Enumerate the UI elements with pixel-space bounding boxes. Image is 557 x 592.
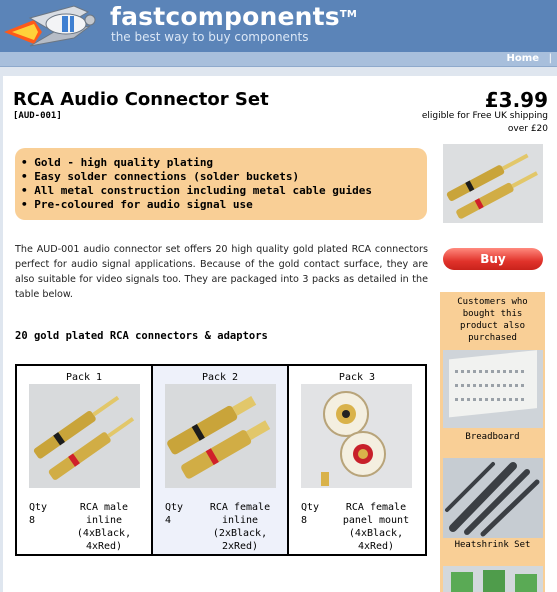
pack-name: Pack 2 <box>201 372 239 383</box>
nav-bar <box>0 52 557 67</box>
pack-qty: Qty 8 <box>301 502 320 526</box>
tagline: the best way to buy components <box>111 30 309 44</box>
pack-description: RCA female panel mount (4xBlack, 4xRed) <box>342 502 410 552</box>
nav-separator: | <box>548 53 552 64</box>
feature-list-box <box>15 148 427 220</box>
rca-male-photo[interactable] <box>29 384 140 488</box>
home-link[interactable]: Home <box>506 53 539 64</box>
product-title: RCA Audio Connector Set <box>13 89 269 110</box>
next-product-photo[interactable] <box>443 566 543 592</box>
rocket-logo-icon[interactable] <box>4 2 104 50</box>
pack-name: Pack 3 <box>338 372 376 383</box>
pack-description: RCA female inline (2xBlack, 2xRed) <box>209 502 271 552</box>
feature-item: • All metal construction including metal cable guides <box>21 184 427 198</box>
heatshrink-photo[interactable] <box>443 458 543 538</box>
also-item-label[interactable]: Heatshrink Set <box>454 540 531 550</box>
site-header <box>0 0 557 52</box>
also-bought-panel <box>440 292 545 592</box>
pack-description: RCA male inline (4xBlack, 4xRed) <box>76 502 132 552</box>
also-item-label[interactable]: Breadboard <box>465 432 520 442</box>
brand-name[interactable]: fastcomponents™ <box>110 2 358 31</box>
also-bought-heading: Customers who bought this product also purchased <box>457 297 528 343</box>
pack-cell <box>153 366 289 554</box>
buy-button[interactable]: Buy <box>443 248 543 270</box>
product-sku: [AUD-001] <box>13 111 62 121</box>
rca-panel-mount-photo[interactable] <box>301 384 412 488</box>
feature-item: • Pre-coloured for audio signal use <box>21 198 427 212</box>
pack-qty: Qty 8 <box>29 502 48 526</box>
product-thumbnail[interactable] <box>443 144 543 223</box>
shipping-note: eligible for Free UK shipping over £20 <box>421 111 548 134</box>
pack-cell <box>17 366 153 554</box>
breadboard-photo[interactable] <box>443 350 543 428</box>
feature-item: • Gold - high quality plating <box>21 156 427 170</box>
trademark-mark: TM <box>339 9 358 20</box>
pack-table <box>15 364 427 556</box>
pack-table-title: 20 gold plated RCA connectors & adaptors <box>15 330 268 342</box>
feature-item: • Easy solder connections (solder buckets) <box>21 170 427 184</box>
pack-cell <box>289 366 425 554</box>
pack-name: Pack 1 <box>65 372 103 383</box>
rca-female-photo[interactable] <box>165 384 276 488</box>
product-price: £3.99 <box>484 88 548 112</box>
pack-qty: Qty 4 <box>165 502 184 526</box>
product-description: The AUD-001 audio connector set offers 20 high quality gold plated RCA connectors perfect for audio signal applications. Because of the gold contact surface, they are also suitable for video signals too. They are packaged into 3 packs as detailed in the table below. <box>15 244 428 300</box>
